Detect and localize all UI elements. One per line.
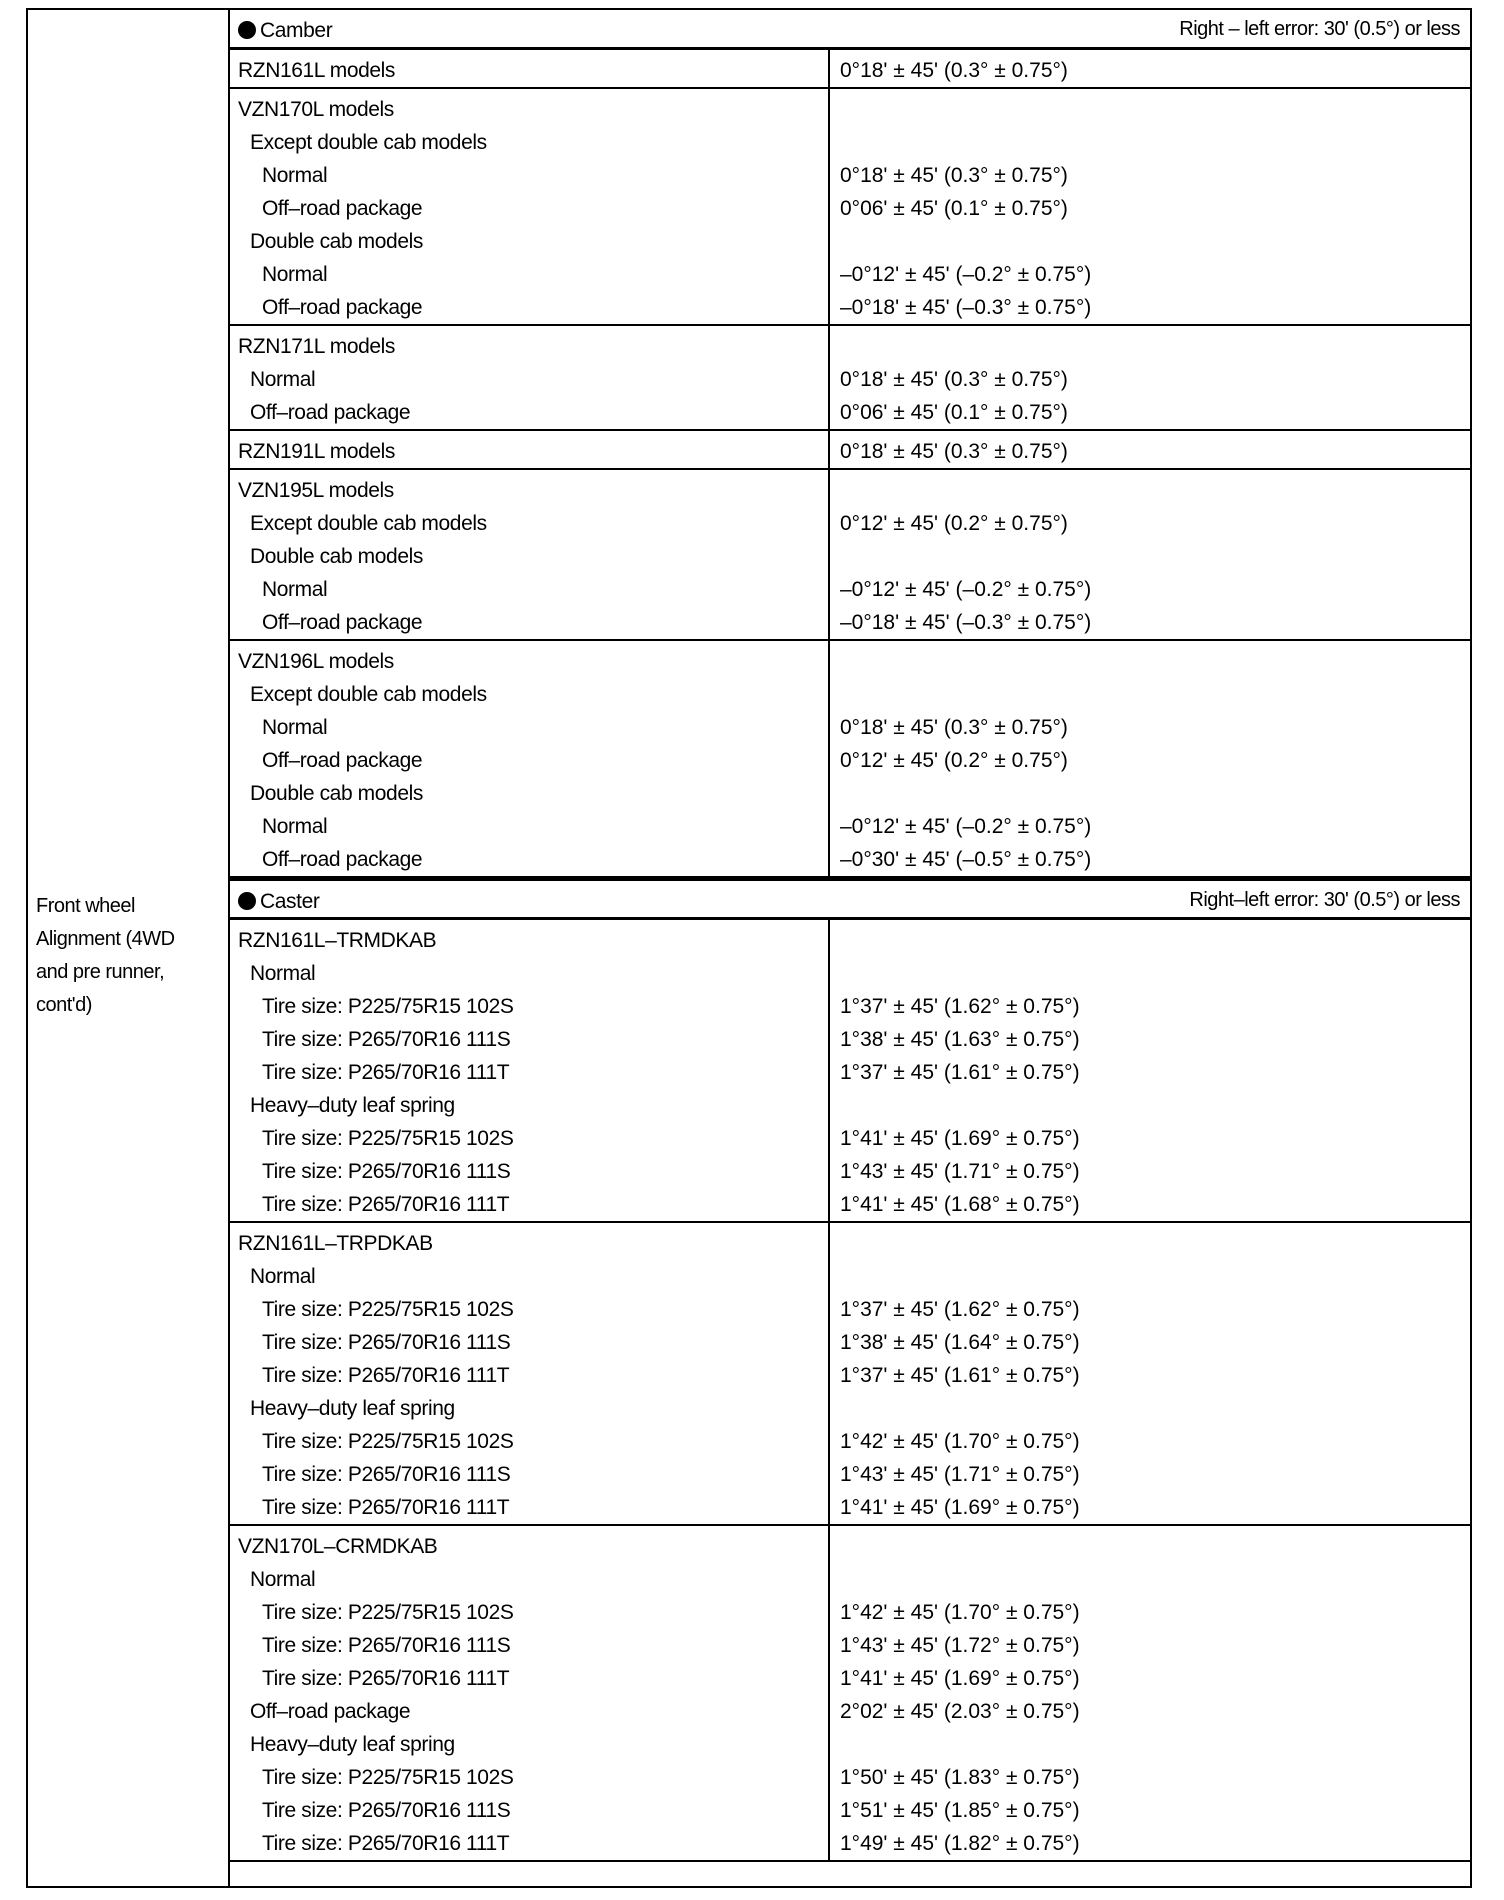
spec-label: Normal <box>250 1568 316 1591</box>
spec-label: Heavy–duty leaf spring <box>250 1397 455 1420</box>
spec-label: VZN170L models <box>238 98 394 121</box>
spec-label: Tire size: P265/70R16 111S <box>262 1463 511 1486</box>
spec-value <box>830 126 1470 159</box>
spec-value <box>830 1563 1470 1596</box>
spec-label: Heavy–duty leaf spring <box>250 1733 455 1756</box>
spec-label: Heavy–duty leaf spring <box>250 1094 455 1117</box>
spec-value: 0°06' ± 45' (0.1° ± 0.75°) <box>840 197 1068 220</box>
spec-value: 0°18' ± 45' (0.3° ± 0.75°) <box>840 164 1068 187</box>
spec-label: Tire size: P265/70R16 111S <box>262 1028 511 1051</box>
spec-label: Tire size: P265/70R16 111S <box>262 1160 511 1183</box>
spec-label: Normal <box>262 716 328 739</box>
spec-label: Tire size: P265/70R16 111T <box>262 1667 510 1690</box>
spec-value: 0°18' ± 45' (0.3° ± 0.75°) <box>840 440 1068 463</box>
spec-label: Off–road package <box>250 401 411 424</box>
spec-value <box>830 1728 1470 1761</box>
category-label-line: and pre runner, <box>36 961 165 983</box>
spec-label: Except double cab models <box>250 683 487 706</box>
spec-label: Normal <box>262 578 328 601</box>
spec-value: 2°02' ± 45' (2.03° ± 0.75°) <box>840 1700 1080 1723</box>
spec-label: Normal <box>262 164 328 187</box>
spec-label: VZN195L models <box>238 479 394 502</box>
spec-label: Normal <box>250 368 316 391</box>
spec-value <box>830 225 1470 258</box>
spec-value <box>830 1530 1470 1563</box>
camber-title <box>238 19 332 43</box>
spec-value: 1°38' ± 45' (1.64° ± 0.75°) <box>840 1331 1080 1354</box>
spec-value: 1°50' ± 45' (1.83° ± 0.75°) <box>840 1766 1080 1789</box>
spec-label: Tire size: P225/75R15 102S <box>262 995 514 1018</box>
category-column <box>28 10 230 1886</box>
spec-value: 0°18' ± 45' (0.3° ± 0.75°) <box>840 368 1068 391</box>
spec-value: 1°41' ± 45' (1.69° ± 0.75°) <box>840 1496 1080 1519</box>
caster-tolerance-note: Right–left error: 30' (0.5°) or less <box>1189 889 1460 911</box>
spec-label: Tire size: P265/70R16 111T <box>262 1832 510 1855</box>
spec-value: 1°37' ± 45' (1.62° ± 0.75°) <box>840 995 1080 1018</box>
spec-value: 1°37' ± 45' (1.61° ± 0.75°) <box>840 1364 1080 1387</box>
spec-value <box>830 474 1470 507</box>
value-cell <box>830 920 1470 1221</box>
spec-label: Normal <box>262 815 328 838</box>
alignment-table <box>230 10 1470 1862</box>
spec-value: 0°06' ± 45' (0.1° ± 0.75°) <box>840 401 1068 424</box>
spec-label: RZN161L–TRMDKAB <box>238 929 437 952</box>
spec-label: Tire size: P225/75R15 102S <box>262 1298 514 1321</box>
label-cell <box>230 431 830 468</box>
spec-label: VZN196L models <box>238 650 394 673</box>
spec-group <box>230 641 1470 878</box>
spec-label: Except double cab models <box>250 512 487 535</box>
value-cell <box>830 89 1470 324</box>
spec-label: Off–road package <box>262 296 423 319</box>
label-cell <box>230 1223 830 1524</box>
spec-label: Tire size: P225/75R15 102S <box>262 1766 514 1789</box>
spec-group <box>230 1223 1470 1526</box>
spec-value: 1°43' ± 45' (1.71° ± 0.75°) <box>840 1160 1080 1183</box>
caster-section <box>230 920 1470 1862</box>
spec-value: 1°41' ± 45' (1.68° ± 0.75°) <box>840 1193 1080 1216</box>
spec-label: RZN161L models <box>238 59 396 82</box>
spec-label: Double cab models <box>250 545 423 568</box>
value-cell <box>830 641 1470 876</box>
spec-value: –0°18' ± 45' (–0.3° ± 0.75°) <box>840 296 1092 319</box>
category-label-line: Front wheel <box>36 895 135 917</box>
spec-value <box>830 540 1470 573</box>
spec-label: Tire size: P265/70R16 111T <box>262 1193 510 1216</box>
spec-group <box>230 920 1470 1223</box>
spec-group <box>230 431 1470 470</box>
spec-value <box>830 1260 1470 1293</box>
bullet-icon <box>238 892 256 910</box>
spec-label: Normal <box>250 1265 316 1288</box>
spec-value: –0°12' ± 45' (–0.2° ± 0.75°) <box>840 578 1092 601</box>
spec-value: –0°12' ± 45' (–0.2° ± 0.75°) <box>840 263 1092 286</box>
spec-value <box>830 1392 1470 1425</box>
spec-label: Except double cab models <box>250 131 487 154</box>
label-cell <box>230 470 830 639</box>
spec-label: Double cab models <box>250 782 423 805</box>
spec-label: Off–road package <box>262 749 423 772</box>
spec-value: 1°43' ± 45' (1.72° ± 0.75°) <box>840 1634 1080 1657</box>
spec-label: RZN161L–TRPDKAB <box>238 1232 433 1255</box>
spec-value: 0°12' ± 45' (0.2° ± 0.75°) <box>840 749 1068 772</box>
spec-value <box>830 777 1470 810</box>
spec-value <box>830 1089 1470 1122</box>
spec-value: –0°30' ± 45' (–0.5° ± 0.75°) <box>840 848 1092 871</box>
spec-value <box>830 957 1470 990</box>
spec-sheet <box>26 8 1472 1888</box>
spec-value: 1°49' ± 45' (1.82° ± 0.75°) <box>840 1832 1080 1855</box>
label-cell <box>230 89 830 324</box>
spec-value: 0°12' ± 45' (0.2° ± 0.75°) <box>840 512 1068 535</box>
camber-header <box>230 10 1470 50</box>
value-cell <box>830 470 1470 639</box>
spec-label: Off–road package <box>262 197 423 220</box>
spec-value: 1°37' ± 45' (1.61° ± 0.75°) <box>840 1061 1080 1084</box>
spec-value: –0°12' ± 45' (–0.2° ± 0.75°) <box>840 815 1092 838</box>
spec-value: 1°43' ± 45' (1.71° ± 0.75°) <box>840 1463 1080 1486</box>
spec-group <box>230 50 1470 89</box>
camber-tolerance-note: Right – left error: 30' (0.5°) or less <box>1179 18 1460 40</box>
spec-value <box>830 645 1470 678</box>
spec-value: 1°42' ± 45' (1.70° ± 0.75°) <box>840 1430 1080 1453</box>
spec-value: 0°18' ± 45' (0.3° ± 0.75°) <box>840 59 1068 82</box>
spec-value: 1°41' ± 45' (1.69° ± 0.75°) <box>840 1127 1080 1150</box>
caster-title-text: Caster <box>260 890 320 913</box>
label-cell <box>230 326 830 429</box>
spec-value <box>830 678 1470 711</box>
value-cell <box>830 1526 1470 1860</box>
spec-value: 1°41' ± 45' (1.69° ± 0.75°) <box>840 1667 1080 1690</box>
camber-title-text: Camber <box>260 19 333 42</box>
spec-label: Tire size: P265/70R16 111T <box>262 1496 510 1519</box>
caster-title <box>238 890 319 914</box>
spec-label: Tire size: P265/70R16 111T <box>262 1364 510 1387</box>
spec-label: Tire size: P225/75R15 102S <box>262 1601 514 1624</box>
spec-value: –0°18' ± 45' (–0.3° ± 0.75°) <box>840 611 1092 634</box>
spec-value: 1°38' ± 45' (1.63° ± 0.75°) <box>840 1028 1080 1051</box>
spec-value <box>830 924 1470 957</box>
label-cell <box>230 641 830 876</box>
category-label <box>36 890 226 1022</box>
spec-group <box>230 89 1470 326</box>
caster-header <box>230 878 1470 920</box>
spec-label: Tire size: P225/75R15 102S <box>262 1127 514 1150</box>
spec-value: 1°37' ± 45' (1.62° ± 0.75°) <box>840 1298 1080 1321</box>
category-label-line: cont'd) <box>36 994 92 1016</box>
value-cell <box>830 1223 1470 1524</box>
value-cell <box>830 50 1470 87</box>
camber-section <box>230 50 1470 878</box>
spec-group <box>230 1526 1470 1862</box>
spec-label: Double cab models <box>250 230 423 253</box>
spec-value <box>830 93 1470 126</box>
spec-group <box>230 470 1470 641</box>
label-cell <box>230 1526 830 1860</box>
spec-label: Normal <box>250 962 316 985</box>
spec-label: Off–road package <box>250 1700 411 1723</box>
label-cell <box>230 920 830 1221</box>
spec-value: 1°51' ± 45' (1.85° ± 0.75°) <box>840 1799 1080 1822</box>
spec-label: Tire size: P265/70R16 111S <box>262 1634 511 1657</box>
bullet-icon <box>238 21 256 39</box>
spec-label: RZN171L models <box>238 335 396 358</box>
label-cell <box>230 50 830 87</box>
spec-label: Tire size: P225/75R15 102S <box>262 1430 514 1453</box>
spec-label: Tire size: P265/70R16 111S <box>262 1331 511 1354</box>
spec-label: Off–road package <box>262 848 423 871</box>
spec-value <box>830 330 1470 363</box>
category-label-line: Alignment (4WD <box>36 928 175 950</box>
value-cell <box>830 431 1470 468</box>
value-cell <box>830 326 1470 429</box>
spec-label: Tire size: P265/70R16 111S <box>262 1799 511 1822</box>
spec-label: Off–road package <box>262 611 423 634</box>
spec-label: VZN170L–CRMDKAB <box>238 1535 438 1558</box>
spec-label: Tire size: P265/70R16 111T <box>262 1061 510 1084</box>
spec-value <box>830 1227 1470 1260</box>
spec-label: Normal <box>262 263 328 286</box>
spec-value: 0°18' ± 45' (0.3° ± 0.75°) <box>840 716 1068 739</box>
spec-value: 1°42' ± 45' (1.70° ± 0.75°) <box>840 1601 1080 1624</box>
spec-group <box>230 326 1470 431</box>
spec-label: RZN191L models <box>238 440 396 463</box>
